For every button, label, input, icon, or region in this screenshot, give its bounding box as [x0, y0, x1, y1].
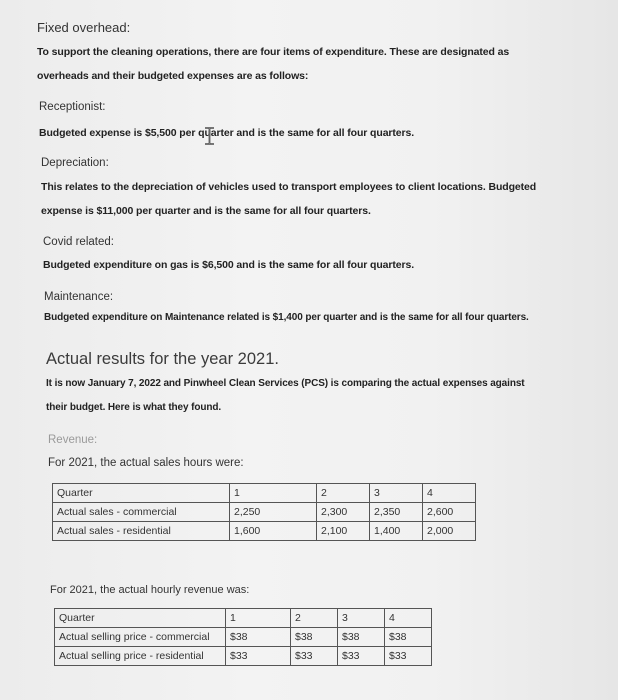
table-cell: $33 — [226, 647, 291, 666]
maintenance-label: Maintenance: — [44, 291, 114, 303]
table-cell: Actual sales - residential — [53, 522, 230, 541]
price-intro: For 2021, the actual hourly revenue was: — [50, 584, 250, 596]
fixed-overhead-heading: Fixed overhead: — [37, 20, 131, 35]
sales-hours-table — [52, 483, 476, 541]
table-row — [55, 628, 432, 647]
receptionist-text: Budgeted expense is $5,500 per quarter and is the same for all four quarters. — [39, 127, 415, 139]
revenue-label: Revenue: — [48, 434, 98, 446]
table-cell: Actual selling price - residential — [55, 647, 226, 666]
table-cell: $38 — [338, 628, 385, 647]
table-row — [53, 503, 476, 522]
depreciation-label: Depreciation: — [41, 157, 109, 169]
selling-price-table — [54, 608, 432, 666]
table-header-cell: 2 — [291, 609, 338, 628]
text-cursor-icon — [203, 127, 216, 145]
table-cell: 2,250 — [230, 503, 317, 522]
table-header-cell: 3 — [338, 609, 385, 628]
table-row — [53, 522, 476, 541]
table-cell: $38 — [291, 628, 338, 647]
table-header-cell: 1 — [226, 609, 291, 628]
table-header-cell: 3 — [370, 484, 423, 503]
table-cell: $33 — [385, 647, 432, 666]
table-cell: Actual selling price - commercial — [55, 628, 226, 647]
table-row — [55, 609, 432, 628]
table-row — [53, 484, 476, 503]
depreciation-line-1: This relates to the depreciation of vehicles used to transport employees to client locations. Budgeted — [41, 181, 537, 193]
table-cell: 1,400 — [370, 522, 423, 541]
table-cell: $38 — [385, 628, 432, 647]
table-header-cell: 4 — [385, 609, 432, 628]
table-cell: $33 — [291, 647, 338, 666]
table-cell: $38 — [226, 628, 291, 647]
table-header-cell: 4 — [423, 484, 476, 503]
table-cell: 2,300 — [317, 503, 370, 522]
table-cell: 2,600 — [423, 503, 476, 522]
intro-line-2: overheads and their budgeted expenses are as follows: — [37, 70, 309, 82]
table-cell: 2,100 — [317, 522, 370, 541]
depreciation-line-2: expense is $11,000 per quarter and is the same for all four quarters. — [41, 205, 371, 217]
actual-results-heading: Actual results for the year 2021. — [46, 350, 279, 368]
maintenance-text: Budgeted expenditure on Maintenance related is $1,400 per quarter and is the same for all four quarters. — [44, 312, 529, 323]
covid-label: Covid related: — [43, 236, 114, 248]
table-cell: 2,000 — [423, 522, 476, 541]
table-cell: $33 — [338, 647, 385, 666]
covid-text: Budgeted expenditure on gas is $6,500 and is the same for all four quarters. — [43, 259, 415, 271]
actual-line-2: their budget. Here is what they found. — [46, 402, 222, 413]
intro-line-1: To support the cleaning operations, there are four items of expenditure. These are designated as — [37, 46, 510, 58]
hours-intro: For 2021, the actual sales hours were: — [48, 457, 244, 469]
table-cell: 2,350 — [370, 503, 423, 522]
table-header-cell: Quarter — [53, 484, 230, 503]
actual-line-1: It is now January 7, 2022 and Pinwheel Clean Services (PCS) is comparing the actual expenses against — [46, 378, 525, 389]
table-row — [55, 647, 432, 666]
table-header-cell: 1 — [230, 484, 317, 503]
table-cell: Actual sales - commercial — [53, 503, 230, 522]
table-cell: 1,600 — [230, 522, 317, 541]
receptionist-label: Receptionist: — [39, 101, 106, 113]
table-header-cell: 2 — [317, 484, 370, 503]
table-header-cell: Quarter — [55, 609, 226, 628]
